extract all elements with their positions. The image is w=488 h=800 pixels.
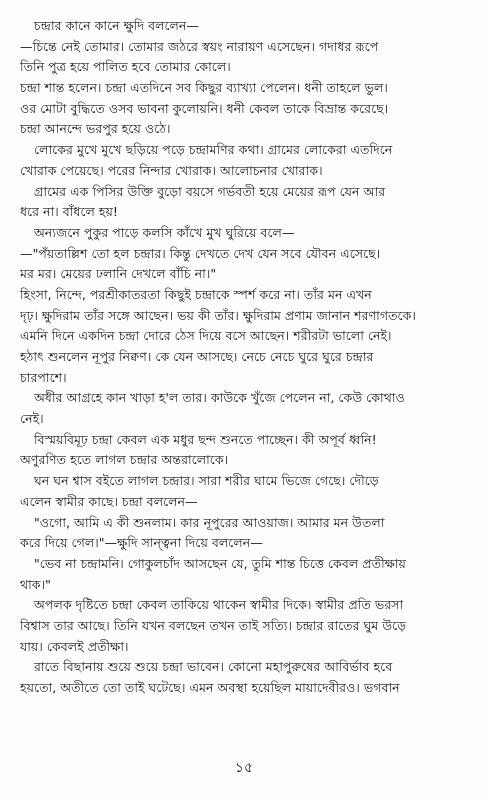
text-line: যায়। কেবলই প্রতীক্ষা। (20, 638, 129, 654)
text-line: বিশ্বাস তার আছে। তিনি যখন বলছেন তখন তাই সত্যি। চন্দ্রার রাতের ঘুম উড়ে (20, 617, 407, 633)
text-line: চন্দ্রা শান্ত হলেন। চন্দ্রা এতদিনে সব কিছুর ব্যাখ্যা পেলেন। ধনী তাহলে ভুল। (20, 80, 388, 96)
text-line: এলেন স্বামীর কাছে। চন্দ্রা বললেন— (20, 493, 198, 509)
text-line: ঘন ঘন শ্বাস বইতে লাগল চন্দ্রার। সারা শরীর ঘামে ভিজে গেছে। দৌড়ে (34, 473, 379, 489)
text-line: অন্যজনে পুকুর পাড়ে কলসি কাঁখে মুখ ঘুরিয়ে বলে— (34, 224, 295, 240)
text-line: নেই। (20, 411, 44, 427)
text-line: করে দিয়ে গেল।"—ক্ষুদি সান্ত্বনা দিয়ে বললেন— (20, 535, 263, 551)
text-line: অণুরণিত হতে লাগল চন্দ্রার অন্তরালোকে। (20, 452, 229, 468)
text-line: অপলক দৃষ্টিতে চন্দ্রা কেবল তাকিয়ে থাকেন স্বামীর দিকে। স্বামীর প্রতি ভরসা (34, 597, 404, 613)
text-line: মর মর। মেয়ের ঢলানি দেখলে বাঁচি না।" (20, 266, 217, 282)
text-line: লোকের মুখে মুখে ছড়িয়ে পড়ে চন্দ্রামণির কথা। গ্রামের লোকেরা এতদিনে (34, 142, 393, 158)
text-line: রাতে বিছানায় শুয়ে শুয়ে চন্দ্রা ভাবেন। কোনো মহাপুরুষের আবির্ভাব হবে (34, 659, 393, 675)
text-line: চারপাশে। (20, 369, 67, 385)
body-text (20, 16, 476, 699)
text-line: ধরে না। বাঁধলে হয়! (20, 204, 118, 220)
text-line: হয়তো, অতীতে তো তাই ঘটেছে। এমন অবস্থা হয়েছিল মায়াদেবীরও। ভগবান (20, 680, 400, 695)
text-line: হঠাৎ শুনলেন নূপুর নিক্বণ। কে যেন আসছে। নেচে নেচে ঘুরে ঘুরে চন্দ্রার (20, 349, 374, 364)
text-line: এমনি দিনে একদিন চন্দ্রা দোরে ঠেস দিয়ে বসে আছেন। শরীরটা ভালো নেই। (20, 328, 392, 344)
text-line: তিনি পুত্র হয়ে পালিত হবে তোমার কোলে। (20, 59, 231, 75)
text-line: চন্দ্রা আনন্দে ভরপুর হয়ে ওঠে। (20, 121, 171, 137)
text-line: "ওগো, আমি এ কী শুনলাম। কার নূপুরের আওয়াজ। আমার মন উতলা (34, 514, 385, 530)
text-line: গ্রামের এক পিসির উক্তি বুড়ো বয়সে গর্ভবতী হয়ে মেয়ের রূপ যেন আর (34, 183, 386, 199)
text-line: হিংসা, নিন্দে, পরশ্রীকাতরতা কিছুই চন্দ্রাকে স্পর্শ করে না। তাঁর মন এখন (20, 286, 372, 302)
text-line: চন্দ্রার কানে কানে ক্ষুদি বললেন— (34, 18, 200, 33)
text-line: বিস্ময়বিমূঢ় চন্দ্রা কেবল এক মধুর ছন্দ শুনতে পাচ্ছেন। কী অপূর্ব ধ্বনি! (34, 431, 377, 447)
page-number: ১৫ (234, 760, 254, 776)
text-line: থাক।" (20, 576, 51, 592)
text-line: ওর মোটা বুদ্ধিতে ওসব ভাবনা কুলোয়নি। ধনী কেবল তাকে বিভ্রান্ত করেছে। (20, 100, 389, 116)
text-line: "ভেব না চন্দ্রামনি। গোকুলচাঁদ আসছেন যে, তুমি শান্ত চিত্তে কেবল প্রতীক্ষায় (34, 555, 406, 571)
text-line: —চিন্তে নেই তোমার। তোমার জঠরে স্বয়ং নারায়ণ এসেছেন। গদাধর রূপে (20, 38, 379, 54)
text-line: অধীর আগ্রহে কান খাড়া হ'ল তার। কাউকে খুঁজে পেলেন না, কেউ কোথাও (34, 390, 405, 406)
text-line: দৃঢ়। ক্ষুদিরাম তাঁর সঙ্গে আছেন। ভয় কী তাঁর। ক্ষুদিরাম প্রণাম জানান শরণাগতকে। (20, 307, 416, 323)
text-line: খোরাক পেয়েছে। পরের নিন্দার খোরাক। আলোচনার খোরাক। (20, 162, 323, 178)
text-line: —"পঁয়তাল্লিশ তো হল চন্দ্রার। কিন্তু দেখতে দেখ যেন সবে যৌবন এসেছে। (20, 245, 381, 261)
